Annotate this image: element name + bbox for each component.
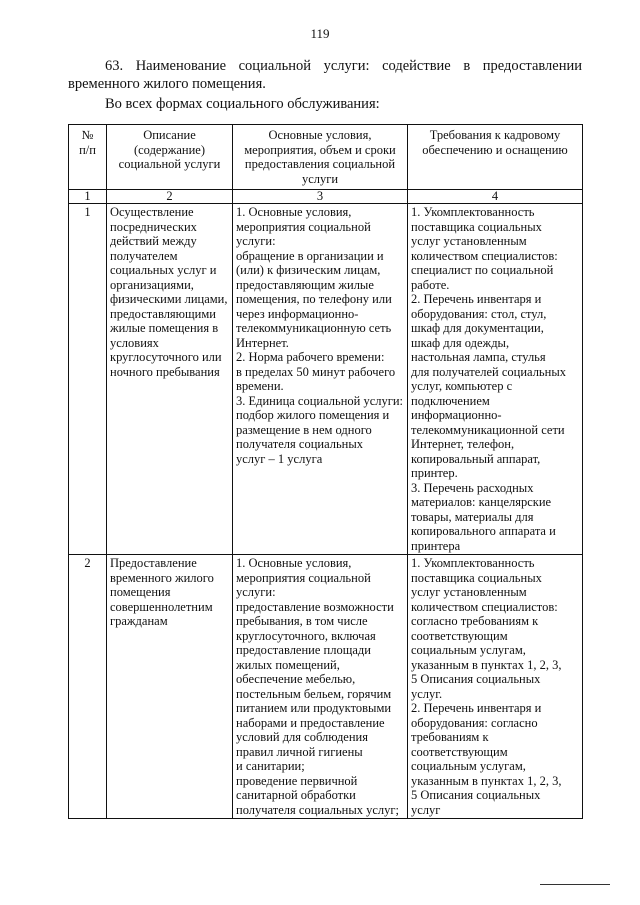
table-header-row xyxy=(69,125,583,190)
row-requirements: 1. Укомплектованность поставщика социальных услуг установленным количеством специалистов: согласно требованиям к соответствующим социальным услугам, указанным в пунктах 1, 2, 3, 5 Описания социальных услуг. 2. Перечень инвентаря и оборудования: согласно требованиям к соответствующим социальным услугам, указанным в пунктах 1, 2, 3, 5 Описания социальных услуг xyxy=(408,555,583,819)
header-conditions: Основные условия, мероприятия, объем и сроки предоставления социальной услуги xyxy=(233,125,408,190)
row-conditions: 1. Основные условия, мероприятия социальной услуги: обращение в организации и (или) к физическим лицам, предоставляющим жилые помещения, по телефону или через информационно- телекоммуникационную сеть Интернет. 2. Норма рабочего времени: в пределах 50 минут рабочего времени. 3. Единица социальной услуги: подбор жилого помещения и размещение в нем одного получателя социальных услуг – 1 услуга xyxy=(233,204,408,555)
column-number: 2 xyxy=(107,190,233,204)
table-row xyxy=(69,204,583,555)
service-table xyxy=(68,124,583,819)
header-requirements: Требования к кадровому обеспечению и оснащению xyxy=(408,125,583,190)
service-heading: 63. Наименование социальной услуги: содействие в предоставлении временного жилого помещения. xyxy=(68,58,582,92)
header-description: Описание (содержание) социальной услуги xyxy=(107,125,233,190)
row-number: 1 xyxy=(69,204,107,555)
row-conditions: 1. Основные условия, мероприятия социальной услуги: предоставление возможности пребывания, в том числе круглосуточного, включая предоставление площади жилых помещений, обеспечение мебелью, постельным бельем, горячим питанием или продуктовыми наборами и предоставление условий для соблюдения правил личной гигиены и санитарии; проведение первичной санитарной обработки получателя социальных услуг; xyxy=(233,555,408,819)
column-number-row xyxy=(69,190,583,204)
table-row xyxy=(69,555,583,819)
service-forms-subheading: Во всех формах социального обслуживания: xyxy=(105,96,380,112)
header-number: № п/п xyxy=(69,125,107,190)
page-number: 119 xyxy=(310,26,330,41)
row-requirements: 1. Укомплектованность поставщика социальных услуг установленным количеством специалистов: специалист по социальной работе. 2. Перечень инвентаря и оборудования: стол, стул, шкаф для документации, шкаф для одежды, настольная лампа, стулья для получателей социальных услуг, компьютер с подключением информационно- телекоммуникационной сети Интернет, телефон, копировальный аппарат, принтер. 3. Перечень расходных материалов: канцелярские товары, материалы для копировального аппарата и принтера xyxy=(408,204,583,555)
row-description: Осуществление посреднических действий между получателем социальных услуг и организациями, физическими лицами, предоставляющими жилые помещения в условиях круглосуточного или ночного пребывания xyxy=(107,204,233,555)
column-number: 3 xyxy=(233,190,408,204)
row-number: 2 xyxy=(69,555,107,819)
column-number: 1 xyxy=(69,190,107,204)
footer-divider xyxy=(540,884,610,885)
row-description: Предоставление временного жилого помещения совершеннолетним гражданам xyxy=(107,555,233,819)
column-number: 4 xyxy=(408,190,583,204)
